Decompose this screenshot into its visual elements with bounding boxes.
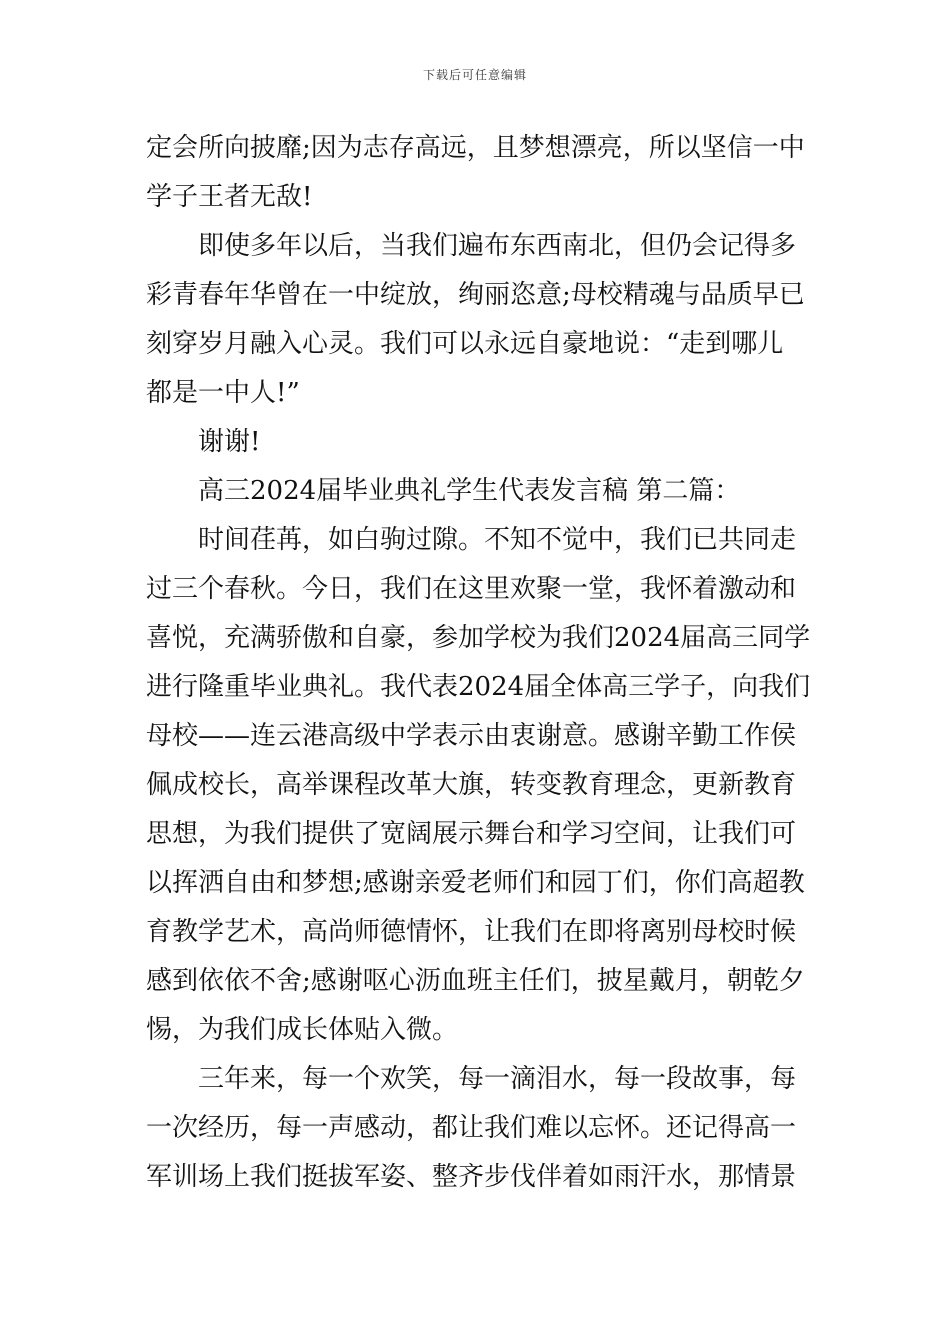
paragraph <box>146 1055 810 1202</box>
text-line: 一次经历，每一声感动，都让我们难以忘怀。还记得高一 <box>146 1113 797 1143</box>
text-line: 进行隆重毕业典礼。我代表2024届全体高三学子，向我们 <box>146 672 811 702</box>
text-line: 都是一中人!” <box>146 378 300 408</box>
text-line: 定会所向披靡;因为志存高远，且梦想漂亮，所以坚信一中 <box>146 133 805 163</box>
text-line: 感到依依不舍;感谢呕心沥血班主任们，披星戴月，朝乾夕 <box>146 966 805 996</box>
text-line: 即使多年以后，当我们遍布东西南北，但仍会记得多 <box>198 231 797 261</box>
text-line: 喜悦，充满骄傲和自豪，参加学校为我们2024届高三同学 <box>146 623 811 653</box>
text-line: 佩成校长，高举课程改革大旗，转变教育理念，更新教育 <box>146 770 797 800</box>
text-line: 军训场上我们挺拔军姿、整齐步伐伴着如雨汗水，那情景 <box>146 1162 797 1192</box>
paragraph <box>146 516 810 1055</box>
text-line: 思想，为我们提供了宽阔展示舞台和学习空间，让我们可 <box>146 819 797 849</box>
text-line: 谢谢! <box>198 427 261 457</box>
text-line: 学子王者无敌! <box>146 182 313 212</box>
page-header-note: 下载后可任意编辑 <box>422 68 527 82</box>
text-line: 彩青春年华曾在一中绽放，绚丽恣意;母校精魂与品质早已 <box>146 280 805 310</box>
text-line: 惕，为我们成长体贴入微。 <box>146 1015 459 1045</box>
text-line: 以挥洒自由和梦想;感谢亲爱老师们和园丁们，你们高超教 <box>146 868 805 898</box>
text-line: 高三2024届毕业典礼学生代表发言稿 第二篇： <box>198 476 741 506</box>
paragraph <box>146 418 810 467</box>
text-line: 过三个春秋。今日，我们在这里欢聚一堂，我怀着激动和 <box>146 574 797 604</box>
text-line: 刻穿岁月融入心灵。我们可以永远自豪地说：“走到哪儿 <box>146 329 784 359</box>
text-line: 育教学艺术，高尚师德情怀，让我们在即将离别母校时候 <box>146 917 797 947</box>
text-line: 三年来，每一个欢笑，每一滴泪水，每一段故事，每 <box>198 1064 797 1094</box>
paragraph <box>146 467 810 516</box>
paragraph <box>146 124 810 222</box>
text-line: 时间荏苒，如白驹过隙。不知不觉中，我们已共同走 <box>198 525 797 555</box>
text-line: 母校——连云港高级中学表示由衷谢意。感谢辛勤工作侯 <box>146 721 797 751</box>
paragraph <box>146 222 810 418</box>
document-body <box>146 124 810 1202</box>
